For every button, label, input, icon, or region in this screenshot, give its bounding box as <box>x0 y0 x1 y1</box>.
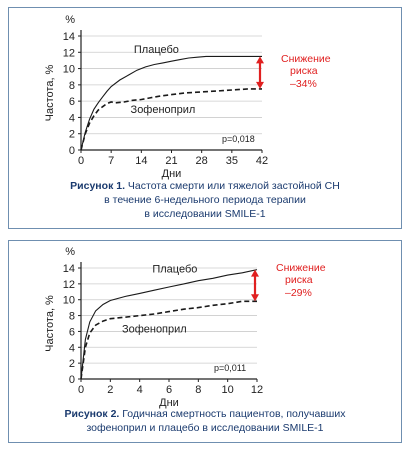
x-axis-title: Дни <box>159 397 179 409</box>
figure-1-caption <box>9 179 401 221</box>
chart-2 <box>9 241 401 409</box>
x-tick-label: 2 <box>107 384 114 396</box>
x-tick-label: 21 <box>165 155 178 167</box>
x-tick-label: 4 <box>136 384 143 396</box>
figure-2-caption <box>9 407 401 435</box>
y-tick-label: 12 <box>62 47 75 60</box>
x-tick-label: 10 <box>221 384 234 396</box>
y-tick-label: 8 <box>68 79 75 92</box>
figure-2-panel <box>8 240 402 443</box>
figure-1-caption-label: Рисунок 1. <box>70 180 125 192</box>
x-tick-label: 7 <box>108 155 115 167</box>
risk-value: –29% <box>285 287 312 299</box>
y-axis-title: Частота, % <box>44 64 56 122</box>
risk-label-line-1: Снижение <box>276 262 326 274</box>
x-tick-label: 0 <box>77 384 85 396</box>
y-tick-label: 8 <box>68 310 75 323</box>
figure-1-caption-line-1 <box>9 179 401 193</box>
placebo-series-label: Плацебо <box>133 43 179 56</box>
p-value-label: p=0,018 <box>222 134 255 144</box>
zofenopril-series-label: Зофеноприл <box>130 103 196 116</box>
chart-1 <box>9 8 401 178</box>
y-unit-label: % <box>65 14 75 26</box>
risk-label-line-2: риска <box>290 65 318 77</box>
figure-1-caption-line-3: в исследовании SMILE-1 <box>144 208 266 220</box>
y-tick-label: 4 <box>68 112 75 125</box>
figure-1-caption-line-2: в течение 6-недельного периода терапии <box>104 194 306 206</box>
x-tick-label: 28 <box>195 155 208 167</box>
risk-arrow-head-up <box>256 56 264 63</box>
y-tick-label: 0 <box>68 145 75 157</box>
y-unit-label: % <box>65 246 75 258</box>
risk-label-line-2: риска <box>285 274 313 286</box>
placebo-series-label: Плацебо <box>152 263 198 276</box>
figure-2-caption-line-2: зофеноприл и плацебо в исследовании SMILE-1 <box>86 422 324 434</box>
x-tick-label: 12 <box>250 384 264 396</box>
y-tick-label: 10 <box>62 294 75 307</box>
y-tick-label: 2 <box>68 358 75 371</box>
figure-2-caption-text-1: Годичная смертность пациентов, получавших <box>122 408 346 420</box>
y-tick-label: 2 <box>68 128 75 141</box>
figure-1-panel <box>8 7 402 229</box>
x-tick-label: 0 <box>77 155 85 167</box>
y-tick-label: 14 <box>62 31 75 43</box>
x-tick-label: 35 <box>225 155 238 167</box>
y-tick-label: 10 <box>62 63 75 76</box>
y-tick-label: 6 <box>68 326 75 339</box>
x-tick-label: 42 <box>255 155 269 167</box>
y-tick-label: 0 <box>68 374 75 386</box>
x-tick-label: 6 <box>165 384 173 396</box>
zofenopril-series-label: Зофеноприл <box>121 323 187 336</box>
risk-label-line-1: Снижение <box>281 53 331 65</box>
x-tick-label: 14 <box>135 155 148 167</box>
x-axis-title: Дни <box>161 168 182 180</box>
risk-arrow-head-down <box>251 294 259 301</box>
x-tick-label: 8 <box>195 384 202 396</box>
risk-value: –34% <box>290 78 317 90</box>
figure-2-caption-label: Рисунок 2. <box>64 408 120 420</box>
p-value-label: p=0,011 <box>214 363 247 373</box>
y-tick-label: 12 <box>62 278 75 291</box>
figure-2-caption-line-1 <box>9 407 401 421</box>
y-tick-label: 4 <box>68 342 75 355</box>
risk-arrow-head-down <box>256 82 264 89</box>
y-tick-label: 6 <box>68 96 75 109</box>
figure-1-caption-text-1: Частота смерти или тяжелой застойной СН <box>127 180 340 192</box>
y-axis-title: Частота, % <box>44 295 56 352</box>
y-tick-label: 14 <box>62 263 75 275</box>
